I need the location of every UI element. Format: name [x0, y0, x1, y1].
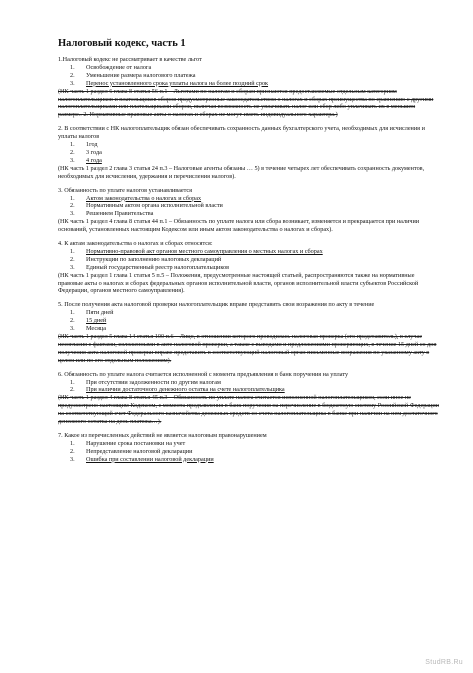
option: 1. Освобождение от налога: [70, 63, 152, 71]
option: 3. Месяца: [70, 325, 106, 333]
question-text: 4. К актам законодательства о налогах и сборах относятся:: [58, 240, 213, 248]
question-text: 6. Обязанность по уплате налога считается исполненной с момента предъявления в банк поручения на уплату: [58, 370, 349, 378]
answer-note: (НК часть 1 раздел 1 глава 1 статья 5 п.5 – Положения, предусмотренные настоящей статьей, распространяются также на нормативные правовые акты о налогах и сборах федеральных органов исполнительной власти, органов исполнительной власти субъектов Российской Федерации, органов местного самоуправления).: [58, 271, 419, 295]
options-list: [58, 64, 439, 88]
option-correct: 2. При наличии достаточного денежного остатка на счете налогоплательщика: [70, 386, 285, 394]
option: 1. Пяти дней: [70, 309, 114, 317]
question-5: [58, 301, 439, 364]
page-title: Налоговый кодекс, часть 1: [58, 38, 186, 49]
answer-note: (НК часть 1 раздел 6 глава 8 статья 56 п.1 – Льготами по налогам и сборам признаются предоставляемые отдельным категориям налогоплательщиков и плательщиков сборов предусмотренные законодательством о налогах и сборах преимущества по сравнению с другими налогоплательщиками или плательщиками сборов, включая возможность не уплачивать налог или сбор либо уплачивать их в меньшем размере.. 2. Нормативные правовые акты о налогах и сборах не могут иметь индивидуального характера.): [58, 87, 434, 119]
option-correct: 2. 15 дней: [70, 317, 107, 325]
option-correct: 1. Актом законодательства о налогах и сборах: [70, 194, 202, 202]
question-7: [58, 432, 439, 464]
option: 2. Нормативным актом органа исполнительной власти: [70, 202, 223, 210]
option: 1. Нарушение срока постановки на учет: [70, 439, 186, 447]
option: 2. Инструкции по заполнению налоговых деклараций: [70, 255, 222, 263]
options-list: [58, 440, 439, 464]
options-list: [58, 379, 439, 395]
question-2: [58, 125, 439, 180]
options-list: [58, 195, 439, 219]
question-6: [58, 371, 439, 426]
option: 3. Единый государственный реестр налогоплательщиков: [70, 263, 230, 271]
answer-note: (НК часть 1 раздел 4 глава 8 статья 44 п.1 – Обязанность по уплате налога или сбора возникает, изменяется и прекращается при наличии оснований, установленных настоящим Кодексом или иным актом законодательства о налогах и сборах).: [58, 218, 420, 234]
option: 2. 3 года: [70, 148, 102, 156]
question-text: 5. После получения акта налоговой проверки налогоплательщик вправе представить свои возражения по акту в течение: [58, 301, 375, 309]
option: 3. Решением Правительства: [70, 210, 154, 218]
option: 2. Непредставление налоговой декларации: [70, 447, 193, 455]
options-list: [58, 141, 439, 165]
watermark: StudRB.Ru: [425, 659, 463, 667]
options-list: [58, 248, 439, 272]
option: 1. 1год: [70, 141, 98, 149]
question-text: 3. Обязанность по уплате налогов устанавливается: [58, 186, 193, 194]
answer-note: (НК часть 1 раздел 4 глава 8 статья 45 п.3 – Обязанность по уплате налога считается исполненной налогоплательщиком, если иное не предусмотрено настоящим Кодексом, с момента предъявления в банк поручения на перечисление в бюджетную систему Российской Федерации на соответствующий счет Федерального казначейства денежных средств со счета налогоплательщика в банке при наличии на нем достаточного денежного остатка на день платежа…).: [58, 394, 439, 426]
question-1: [58, 56, 439, 119]
option-correct: 3. Ошибка при составлении налоговой декларации: [70, 455, 214, 463]
option-correct: 1. Нормативно-правовой акт органов местного самоуправления о местных налогах и сборах: [70, 247, 323, 255]
question-text: 7. Какое из перечисленных действий не является налоговым правонарушением: [58, 431, 267, 439]
question-text: 2. В соответствии с НК налогоплательщик обязан обеспечивать сохранность данных бухгалтерского учета, необходимых для исчисления и уплаты налогов: [58, 125, 425, 141]
option: 2. Уменьшение размера налогового платежа: [70, 71, 196, 79]
answer-note: (НК часть 1 раздел 5 глава 14 статья 100 п.6 – Лицо, в отношении которого проводилась налоговая проверка (его представитель), в случае несогласия с фактами, изложенными в акте налоговой проверки, а также с выводами и предложениями проверяющих, в течение 15 дней со дня получения акта налоговой проверки вправе представить в соответствующий налоговый орган письменные возражения по указанному акту в целом или по его отдельным положениям).: [58, 333, 437, 364]
answer-note: (НК часть 1 раздел 2 глава 3 статья 24 п.3 – Налоговые агенты обязаны … 5) в течение четырех лет обеспечивать сохранность документов, необходимых для исчисления, удержания и перечисления налогов).: [58, 164, 425, 180]
option-correct: 3. 4 года: [70, 156, 102, 164]
option-correct: 3. Перенос установленного срока уплаты налога на более поздний срок: [70, 79, 269, 87]
option: 1. При отсутствии задолженности по другим налогам: [70, 378, 221, 386]
question-3: [58, 187, 439, 234]
question-4: [58, 240, 439, 295]
question-text: 1.Налоговый кодекс не рассматривает в качестве льгот: [58, 56, 202, 63]
options-list: [58, 309, 439, 333]
